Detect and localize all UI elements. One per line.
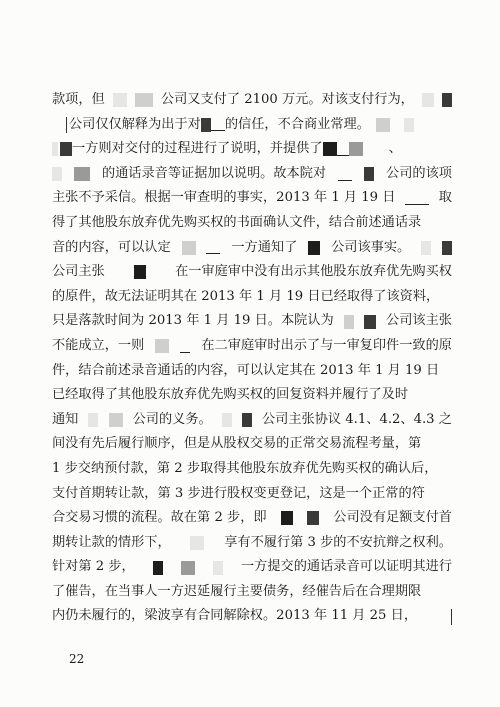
redaction-block (135, 93, 153, 107)
text-segment: 不能成立，一则 (52, 337, 145, 353)
redaction-block (421, 241, 431, 255)
text-segment: 公司又支付了 2100 万元。对该支付行为， (160, 92, 414, 107)
redaction-block (442, 93, 452, 107)
text-segment: 公司的义务。 (132, 411, 212, 427)
blank-underline (206, 241, 220, 254)
redaction-block (155, 339, 169, 353)
redaction-block (60, 142, 72, 156)
text-line (52, 482, 452, 507)
redaction-block (134, 265, 146, 279)
text-line (52, 506, 452, 531)
text-segment: 公司主张协议 4.1、4.2、4.3 之 (261, 411, 452, 427)
redaction-block (74, 167, 90, 181)
redaction-block (349, 142, 363, 156)
redaction-block (307, 511, 319, 525)
text-segment: 内仍未履行的，梁波享有合同解除权。2013 年 11 月 25 日， (52, 608, 418, 624)
page-number: 22 (69, 652, 85, 666)
redaction-block (376, 118, 390, 132)
text-segment: 公司主张 (52, 264, 105, 280)
blank-underline (180, 340, 190, 353)
text-line (52, 260, 452, 285)
text-segment: 通知 (52, 411, 79, 427)
margin-mark (66, 117, 67, 133)
redaction-block (442, 241, 452, 255)
text-segment: 款项，但 (52, 92, 105, 107)
text-segment: 、 (388, 141, 402, 157)
text-line (52, 531, 452, 556)
text-line (52, 137, 452, 162)
text-segment: 一方提交的通话录音可以证明其进行 (240, 559, 452, 575)
text-segment: 得了其他股东放弃优先购买权的书面确认文件，结合前述通话录 (52, 214, 422, 230)
text-segment: 的通话录音等证据加以说明。故本院对 (101, 165, 327, 181)
text-segment: 公司仅仅解释为出于对 (69, 116, 201, 132)
text-line (52, 580, 452, 605)
text-segment: 合交易习惯的流程。故在第 2 步，即 (52, 510, 267, 526)
redaction-block (422, 93, 434, 107)
text-segment: 享有不履行第 3 步的不安抗辩之权利。 (224, 534, 452, 550)
text-line (52, 334, 452, 359)
text-segment: 间没有先后履行顺序，但是从股权交易的正常交易流程考量，第 (52, 436, 422, 452)
text-segment: 公司该主张 (386, 313, 452, 329)
text-segment: 取 (438, 190, 452, 206)
redaction-block (182, 241, 196, 255)
blank-underline (211, 118, 225, 131)
redaction-block (213, 561, 223, 575)
text-line (52, 604, 452, 629)
blank-underline (338, 168, 352, 181)
text-segment: 期转让款的情形下， (52, 534, 171, 550)
text-segment: 一方则对交付的过程进行了说明，并提供了 (72, 141, 323, 157)
text-segment: 针对第 2 步， (52, 559, 135, 575)
redaction-block (222, 413, 232, 427)
redaction-block (242, 413, 252, 427)
body-text (52, 88, 452, 629)
text-segment: 支付首期转让款，第 3 步进行股权变更登记，这是一个正常的符 (52, 485, 425, 501)
text-segment: 一方通知了 (231, 239, 298, 255)
blank-underline (405, 192, 429, 205)
redaction-block (281, 511, 293, 525)
text-segment: 公司没有足额支付首 (333, 510, 452, 526)
text-segment: 公司的该项 (386, 165, 452, 181)
text-line (52, 186, 452, 211)
text-line (52, 211, 452, 236)
text-segment: 的信任，不合商业常理。 (224, 116, 370, 132)
text-line (52, 359, 452, 384)
redaction-block (323, 142, 337, 156)
text-segment: 只是落款时间为 2013 年 1 月 19 日。本院认为 (52, 313, 334, 329)
redaction-block (344, 315, 354, 329)
redaction-block (190, 536, 204, 550)
redaction-block (201, 118, 211, 132)
text-segment: 在二审庭审时出示了与一审复印件一致的原 (201, 337, 452, 353)
redaction-block (109, 413, 123, 427)
redaction-block (308, 241, 320, 255)
text-segment: 了催告，在当事人一方迟延履行主要债务，经催告后在合理期限 (52, 583, 422, 599)
redaction-block (364, 167, 374, 181)
redaction-block (52, 167, 62, 181)
text-line (52, 432, 452, 457)
text-line (52, 236, 452, 261)
redaction-block (113, 93, 127, 107)
text-line (52, 309, 452, 334)
text-segment: 在一审庭审中没有出示其他股东放弃优先购买权 (175, 264, 452, 280)
redaction-block (181, 561, 195, 575)
text-segment: 件，结合前述录音通话的内容，可以认定其在 2013 年 1 月 19 日 (52, 362, 440, 378)
text-line (52, 162, 452, 187)
margin-mark (451, 609, 452, 625)
redaction-block (404, 118, 414, 132)
text-line (52, 408, 452, 433)
text-segment: 的原件，故无法证明其在 2013 年 1 月 19 日已经取得了该资料， (52, 288, 440, 304)
text-segment: 1 步交纳预付款，第 2 步取得其他股东放弃优先购买权的确认后， (52, 460, 438, 476)
redaction-block (364, 315, 376, 329)
text-line (52, 113, 452, 138)
text-segment: 主张不予采信。根据一审查明的事实，2013 年 1 月 19 日 (52, 190, 396, 206)
text-segment: 已经取得了其他股东放弃优先购买权的回复资料并履行了及时 (52, 387, 409, 403)
redaction-block (88, 413, 98, 427)
redaction-block (52, 142, 58, 156)
text-segment: 公司该事实。 (331, 239, 411, 255)
text-segment: 音的内容，可以认定 (52, 239, 171, 255)
text-line (52, 88, 452, 113)
text-line (52, 555, 452, 580)
text-line (52, 383, 452, 408)
redaction-block (153, 561, 163, 575)
blank-underline (337, 143, 349, 156)
text-line (52, 285, 452, 310)
text-line (52, 457, 452, 482)
